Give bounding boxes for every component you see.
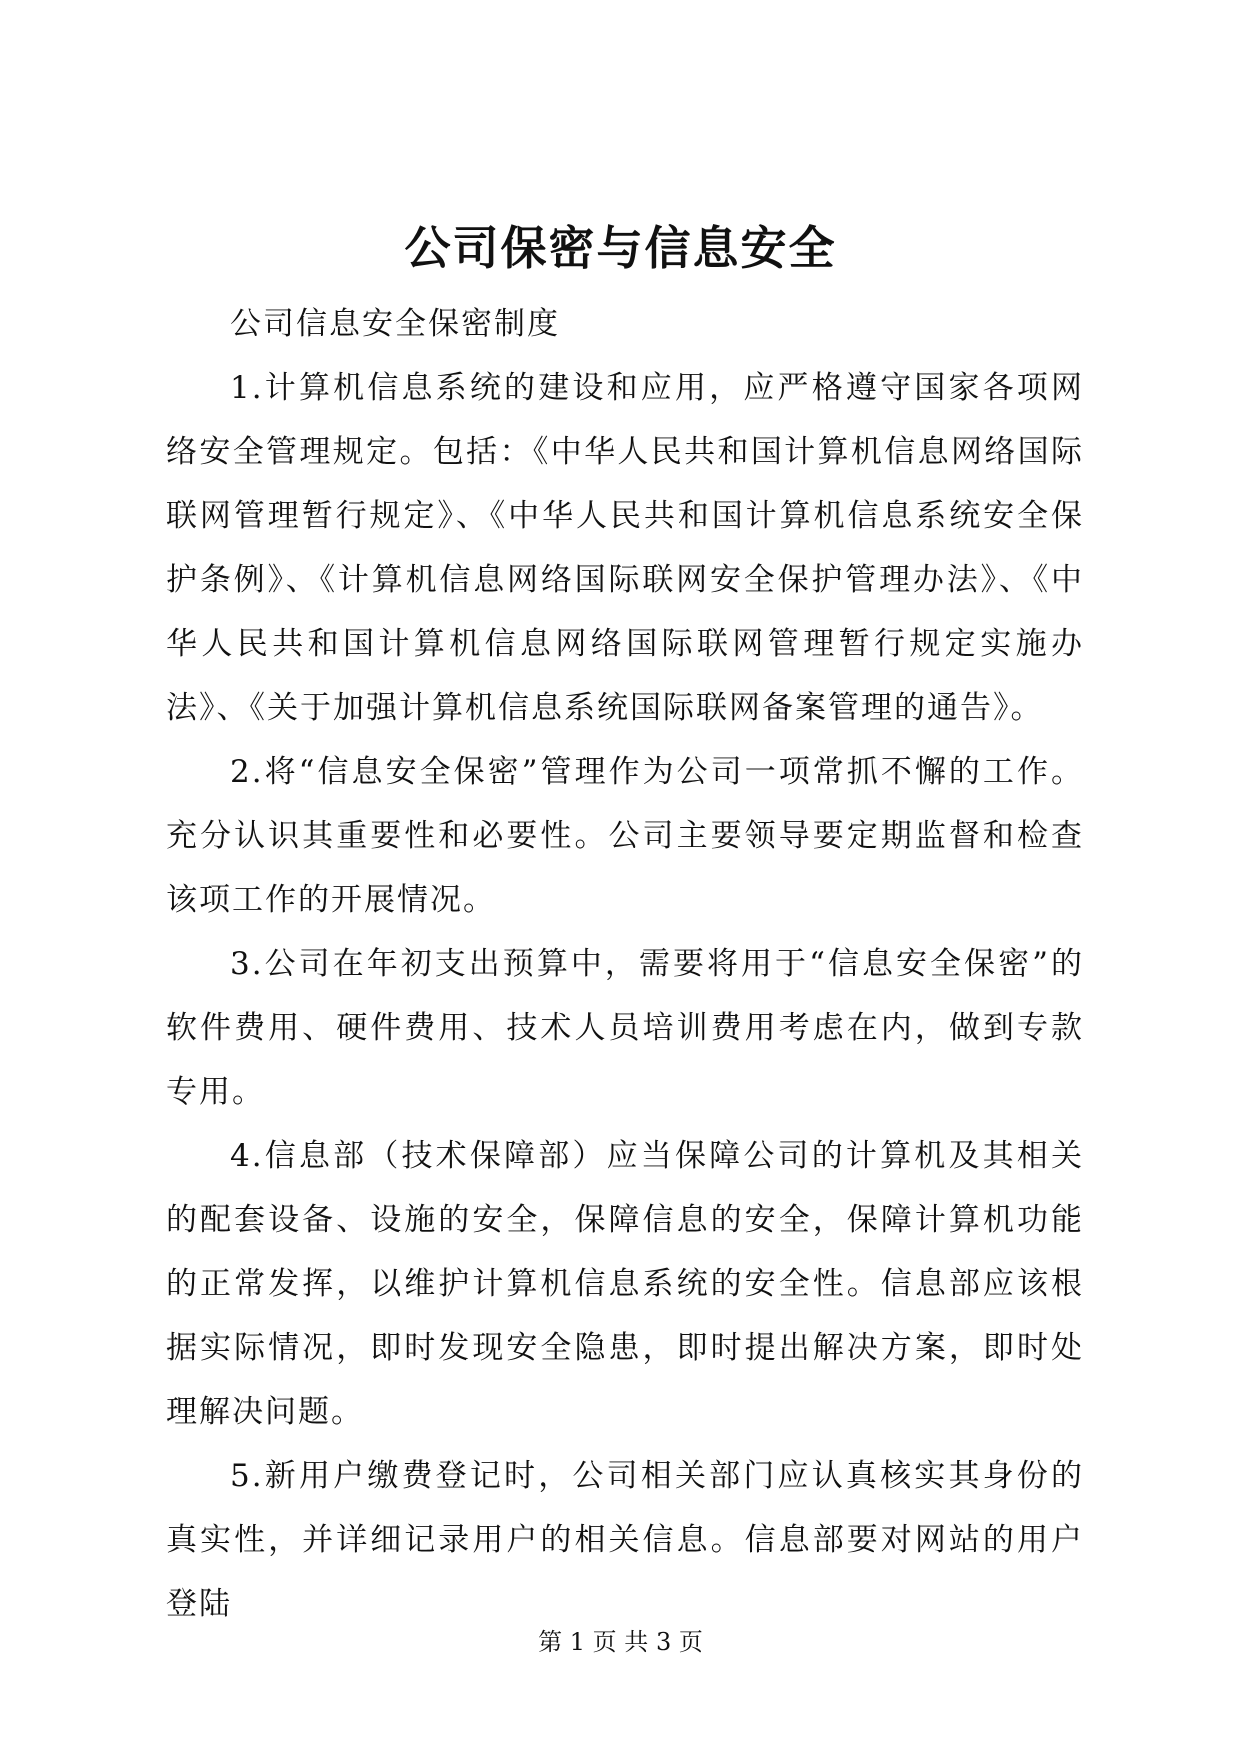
paragraph-1: 1.计算机信息系统的建设和应用，应严格遵守国家各项网络安全管理规定。包括：《中华人民共和国计算机信息网络国际联网管理暂行规定》、《中华人民共和国计算机信息系统安全保护条例》、《计算机信息网络国际联网安全保护管理办法》、《中华人民共和国计算机信息网络国际联网管理暂行规定实施办法》、《关于加强计算机信息系统国际联网备案管理的通告》。 [166, 370, 1084, 726]
page-number-label: 第 1 页 共 3 页 [538, 1628, 703, 1656]
page-footer [0, 1626, 1241, 1658]
paragraph-2: 2.将“信息安全保密”管理作为公司一项常抓不懈的工作。充分认识其重要性和必要性。公司主要领导要定期监督和检查该项工作的开展情况。 [166, 754, 1084, 918]
document-body [166, 292, 1084, 1636]
document-title: 公司保密与信息安全 [404, 221, 837, 275]
paragraph-3: 3.公司在年初支出预算中，需要将用于“信息安全保密”的软件费用、硬件费用、技术人员培训费用考虑在内，做到专款专用。 [166, 946, 1084, 1110]
paragraph-5: 5.新用户缴费登记时，公司相关部门应认真核实其身份的真实性，并详细记录用户的相关信息。信息部要对网站的用户登陆 [166, 1458, 1084, 1622]
document-subtitle: 公司信息安全保密制度 [230, 306, 560, 342]
paragraph-4: 4.信息部（技术保障部）应当保障公司的计算机及其相关的配套设备、设施的安全，保障信息的安全，保障计算机功能的正常发挥，以维护计算机信息系统的安全性。信息部应该根据实际情况，即时发现安全隐患，即时提出解决方案，即时处理解决问题。 [166, 1138, 1084, 1430]
